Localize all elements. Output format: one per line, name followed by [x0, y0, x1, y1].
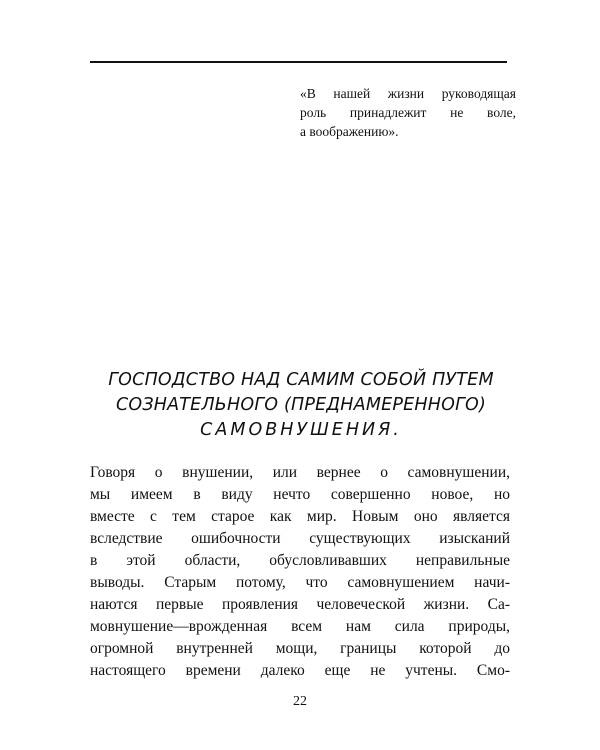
body-line: вследствие ошибочности существующих изысканий [90, 530, 510, 547]
epigraph-line: роль принадлежит не воле, [300, 105, 516, 120]
epigraph-line: «В нашей жизни руководящая [300, 86, 516, 101]
body-line: Говоря о внушении, или вернее о самовнушении, [90, 464, 510, 481]
chapter-title [86, 368, 516, 443]
body-line: настоящего времени далеко еще не учтены. Смо- [90, 662, 510, 679]
body-line: мы имеем в виду нечто совершенно новое, но [90, 486, 510, 503]
page-number: 22 [293, 694, 307, 709]
body-line: мовнушение—врожденная всем нам сила природы, [90, 618, 510, 635]
body-line: выводы. Старым потому, что самовнушением начи- [90, 574, 510, 591]
epigraph-line: а воображению». [300, 124, 399, 139]
epigraph [300, 84, 516, 141]
body-line: вместе с тем старое как мир. Новым оно является [90, 508, 510, 525]
header-rule [90, 61, 507, 63]
chapter-title-line: СОЗНАТЕЛЬНОГО (ПРЕДНАМЕРЕННОГО) [115, 395, 487, 415]
body-line: в этой области, обусловливавших неправильные [90, 552, 510, 569]
body-line: наются первые проявления человеческой жизни. Са- [90, 596, 510, 613]
body-paragraph [90, 462, 510, 682]
body-line: огромной внутренней мощи, границы которой до [90, 640, 510, 657]
chapter-title-line: САМОВНУШЕНИЯ. [200, 420, 402, 440]
chapter-title-line: ГОСПОДСТВО НАД САМИМ СОБОЙ ПУТЕМ [108, 370, 494, 390]
